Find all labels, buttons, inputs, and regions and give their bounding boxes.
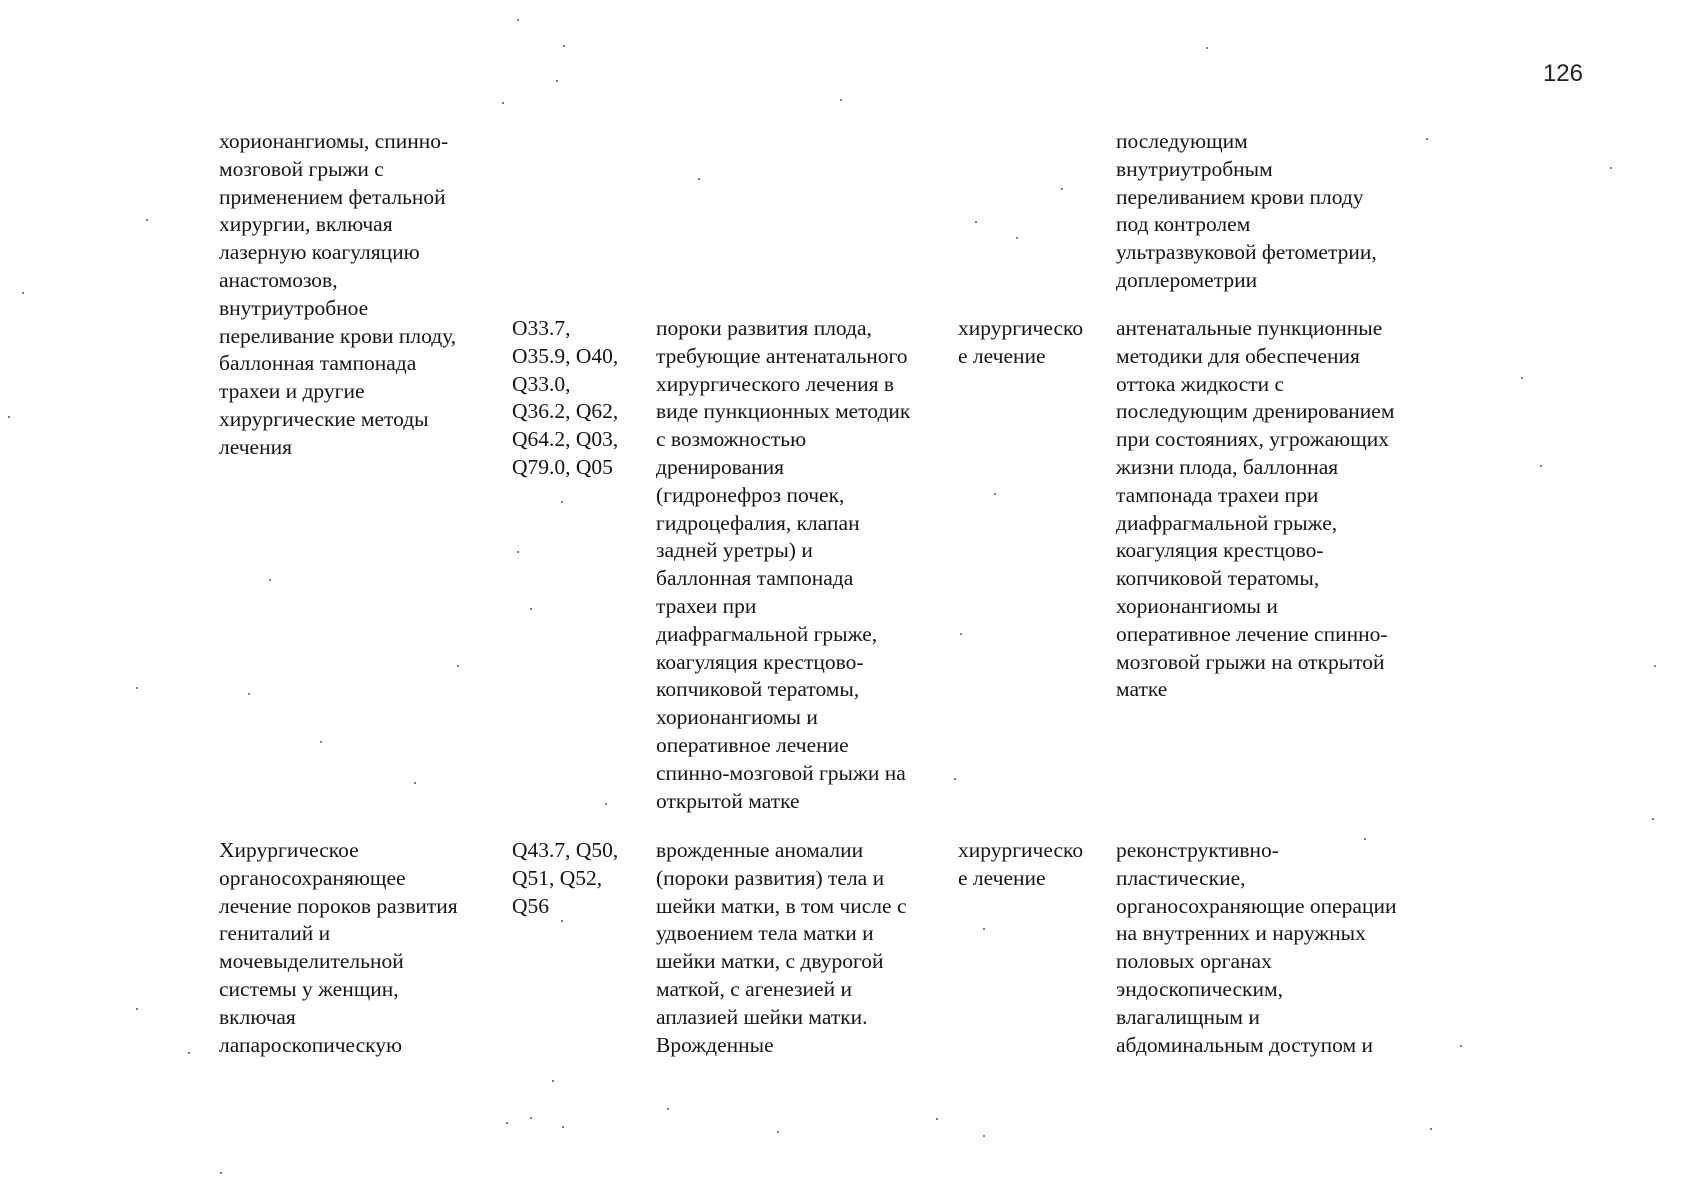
row2-treatment-method: антенатальные пункционные методики для обеспечения оттока жидкости с последующим дренированием при состояниях, угрожающих жизни плода, баллонная тампонада трахеи при диафрагмальной грыже, коагуляция крестцово- копчиковой тератомы, хорионангиомы и оперативное лечение спинно- мозговой грыжи на открытой матке xyxy=(1116,316,1395,702)
scan-speck xyxy=(983,928,985,930)
scan-speck xyxy=(1610,167,1612,169)
row3-method-name: Хирургическое органосохраняющее лечение пороков развития гениталий и мочевыделительной системы у женщин, включая лапароскопическую xyxy=(219,838,458,1057)
scan-speck xyxy=(1061,188,1063,190)
scan-speck xyxy=(530,1117,532,1119)
scan-speck xyxy=(936,1118,938,1120)
scan-speck xyxy=(320,741,322,743)
row2-patient-model: пороки развития плода, требующие антенатального хирургического лечения в виде пункционных методик с возможностью дренирования (гидронефроз почек, гидроцефалия, клапан задней уретры) и баллонная тампонада трахеи при диафрагмальной грыже, коагуляция крестцово- копчиковой тератомы, хорионангиомы и оперативное лечение спинно-мозговой грыжи на открытой матке xyxy=(656,316,911,813)
row3-treatment-method: реконструктивно- пластические, органосохраняющие операции на внутренних и наружных половых органах эндоскопическим, влагалищным и абдоминальным доступом и xyxy=(1116,838,1397,1057)
scan-speck xyxy=(220,1172,222,1174)
scan-speck xyxy=(562,1126,564,1128)
scan-speck xyxy=(530,608,532,610)
scan-speck xyxy=(556,80,558,82)
scan-speck xyxy=(1652,818,1654,820)
scan-speck xyxy=(517,551,519,553)
scan-speck xyxy=(136,687,138,689)
scan-speck xyxy=(517,19,519,21)
scan-speck xyxy=(1460,1045,1462,1047)
scan-speck xyxy=(8,416,10,418)
scan-speck xyxy=(1540,465,1542,467)
row2-diagnosis-codes: O33.7, O35.9, O40, Q33.0, Q36.2, Q62, Q64.2, Q03, Q79.0, Q05 xyxy=(512,316,619,479)
scan-speck xyxy=(994,493,996,495)
scan-speck xyxy=(698,178,700,180)
scan-speck xyxy=(136,1008,138,1010)
scan-speck xyxy=(954,778,956,780)
row3-diagnosis-codes: Q43.7, Q50, Q51, Q52, Q56 xyxy=(512,838,619,918)
row3-patient-model: врожденные аномалии (пороки развития) тела и шейки матки, в том числе с удвоением тела матки и шейки матки, с двурогой маткой, с агенезией и аплазией шейки матки. Врожденные xyxy=(656,838,907,1057)
scan-speck xyxy=(146,219,148,221)
scan-speck xyxy=(502,102,504,104)
scan-speck xyxy=(667,1108,669,1110)
scan-speck xyxy=(563,45,565,47)
scan-speck xyxy=(552,1080,554,1082)
scan-speck xyxy=(414,782,416,784)
scan-speck xyxy=(1426,138,1428,140)
scan-speck xyxy=(1521,377,1523,379)
scan-speck xyxy=(269,579,271,581)
scan-speck xyxy=(777,1131,779,1133)
scan-speck xyxy=(506,1122,508,1124)
scan-speck xyxy=(248,693,250,695)
row2-treatment-type: хирургическо е лечение xyxy=(958,316,1084,368)
scan-speck xyxy=(1364,838,1366,840)
row1-method-name: хорионангиомы, спинно- мозговой грыжи с применением фетальной хирургии, включая лазерную коагуляцию анастомозов, внутриутробное переливание крови плоду, баллонная тампонада трахеи и другие хирургические методы лечения xyxy=(219,129,457,459)
scan-speck xyxy=(1430,1128,1432,1130)
scan-speck xyxy=(1016,237,1018,239)
scan-speck xyxy=(840,99,842,101)
row3-treatment-type: хирургическо е лечение xyxy=(958,838,1084,890)
scan-speck xyxy=(983,1135,985,1137)
scan-speck xyxy=(22,292,24,294)
scan-speck xyxy=(188,1052,190,1054)
scan-speck xyxy=(1654,665,1656,667)
scan-speck xyxy=(1206,47,1208,49)
page-number: 126 xyxy=(1542,60,1583,87)
scan-speck xyxy=(605,803,607,805)
scan-speck xyxy=(457,665,459,667)
scan-speck xyxy=(561,920,563,922)
row1-treatment-method: последующим внутриутробным переливанием крови плоду под контролем ультразвуковой фетометрии, доплерометрии xyxy=(1116,129,1377,292)
scan-speck xyxy=(561,501,563,503)
scan-speck xyxy=(975,221,977,223)
scan-speck xyxy=(960,633,962,635)
